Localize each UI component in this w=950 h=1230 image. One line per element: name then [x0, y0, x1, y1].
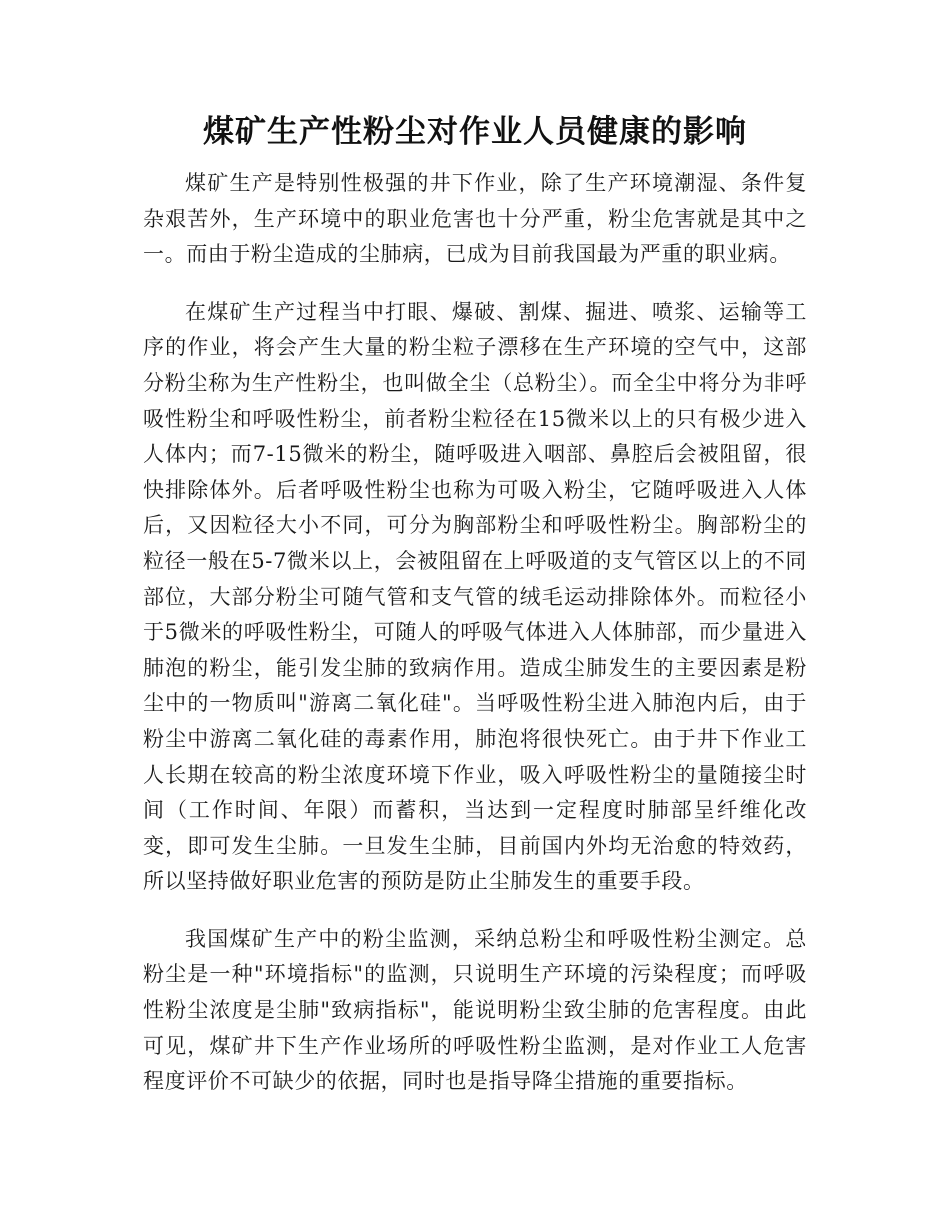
document-body: [143, 166, 807, 1122]
paragraph-dust-monitoring: 我国煤矿生产中的粉尘监测，采纳总粉尘和呼吸性粉尘测定。总粉尘是一种"环境指标"的监测，只说明生产环境的污染程度；而呼吸性粉尘浓度是尘肺"致病指标"，能说明粉尘致尘肺的危害程度。由此可见，煤矿井下生产作业场所的呼吸性粉尘监测，是对作业工人危害程度评价不可缺少的依据，同时也是指导降尘措施的重要指标。: [143, 926, 807, 1094]
paragraph-dust-classification: 在煤矿生产过程当中打眼、爆破、割煤、掘进、喷浆、运输等工序的作业，将会产生大量的粉尘粒子漂移在生产环境的空气中，这部分粉尘称为生产性粉尘，也叫做全尘（总粉尘）。而全尘中将分为非呼吸性粉尘和呼吸性粉尘，前者粉尘粒径在15微米以上的只有极少进入人体内；而7-15微米的粉尘，随呼吸进入咽部、鼻腔后会被阻留，很快排除体外。后者呼吸性粉尘也称为可吸入粉尘，它随呼吸进入人体后，又因粒径大小不同，可分为胸部粉尘和呼吸性粉尘。胸部粉尘的粒径一般在5-7微米以上，会被阻留在上呼吸道的支气管区以上的不同部位，大部分粉尘可随气管和支气管的绒毛运动排除体外。而粒径小于5微米的呼吸性粉尘，可随人的呼吸气体进入人体肺部，而少量进入肺泡的粉尘，能引发尘肺的致病作用。造成尘肺发生的主要因素是粉尘中的一物质叫"游离二氧化硅"。当呼吸性粉尘进入肺泡内后，由于粉尘中游离二氧化硅的毒素作用，肺泡将很快死亡。由于井下作业工人长期在较高的粉尘浓度环境下作业，吸入呼吸性粉尘的量随接尘时间（工作时间、年限）而蓄积，当达到一定程度时肺部呈纤维化改变，即可发生尘肺。一旦发生尘肺，目前国内外均无治愈的特效药，所以坚持做好职业危害的预防是防止尘肺发生的重要手段。: [143, 299, 807, 894]
document-title: 煤矿生产性粉尘对作业人员健康的影响: [203, 114, 747, 150]
paragraph-intro: 煤矿生产是特别性极强的井下作业，除了生产环境潮湿、条件复杂艰苦外，生产环境中的职业危害也十分严重，粉尘危害就是其中之一。而由于粉尘造成的尘肺病，已成为目前我国最为严重的职业病。: [143, 171, 807, 267]
